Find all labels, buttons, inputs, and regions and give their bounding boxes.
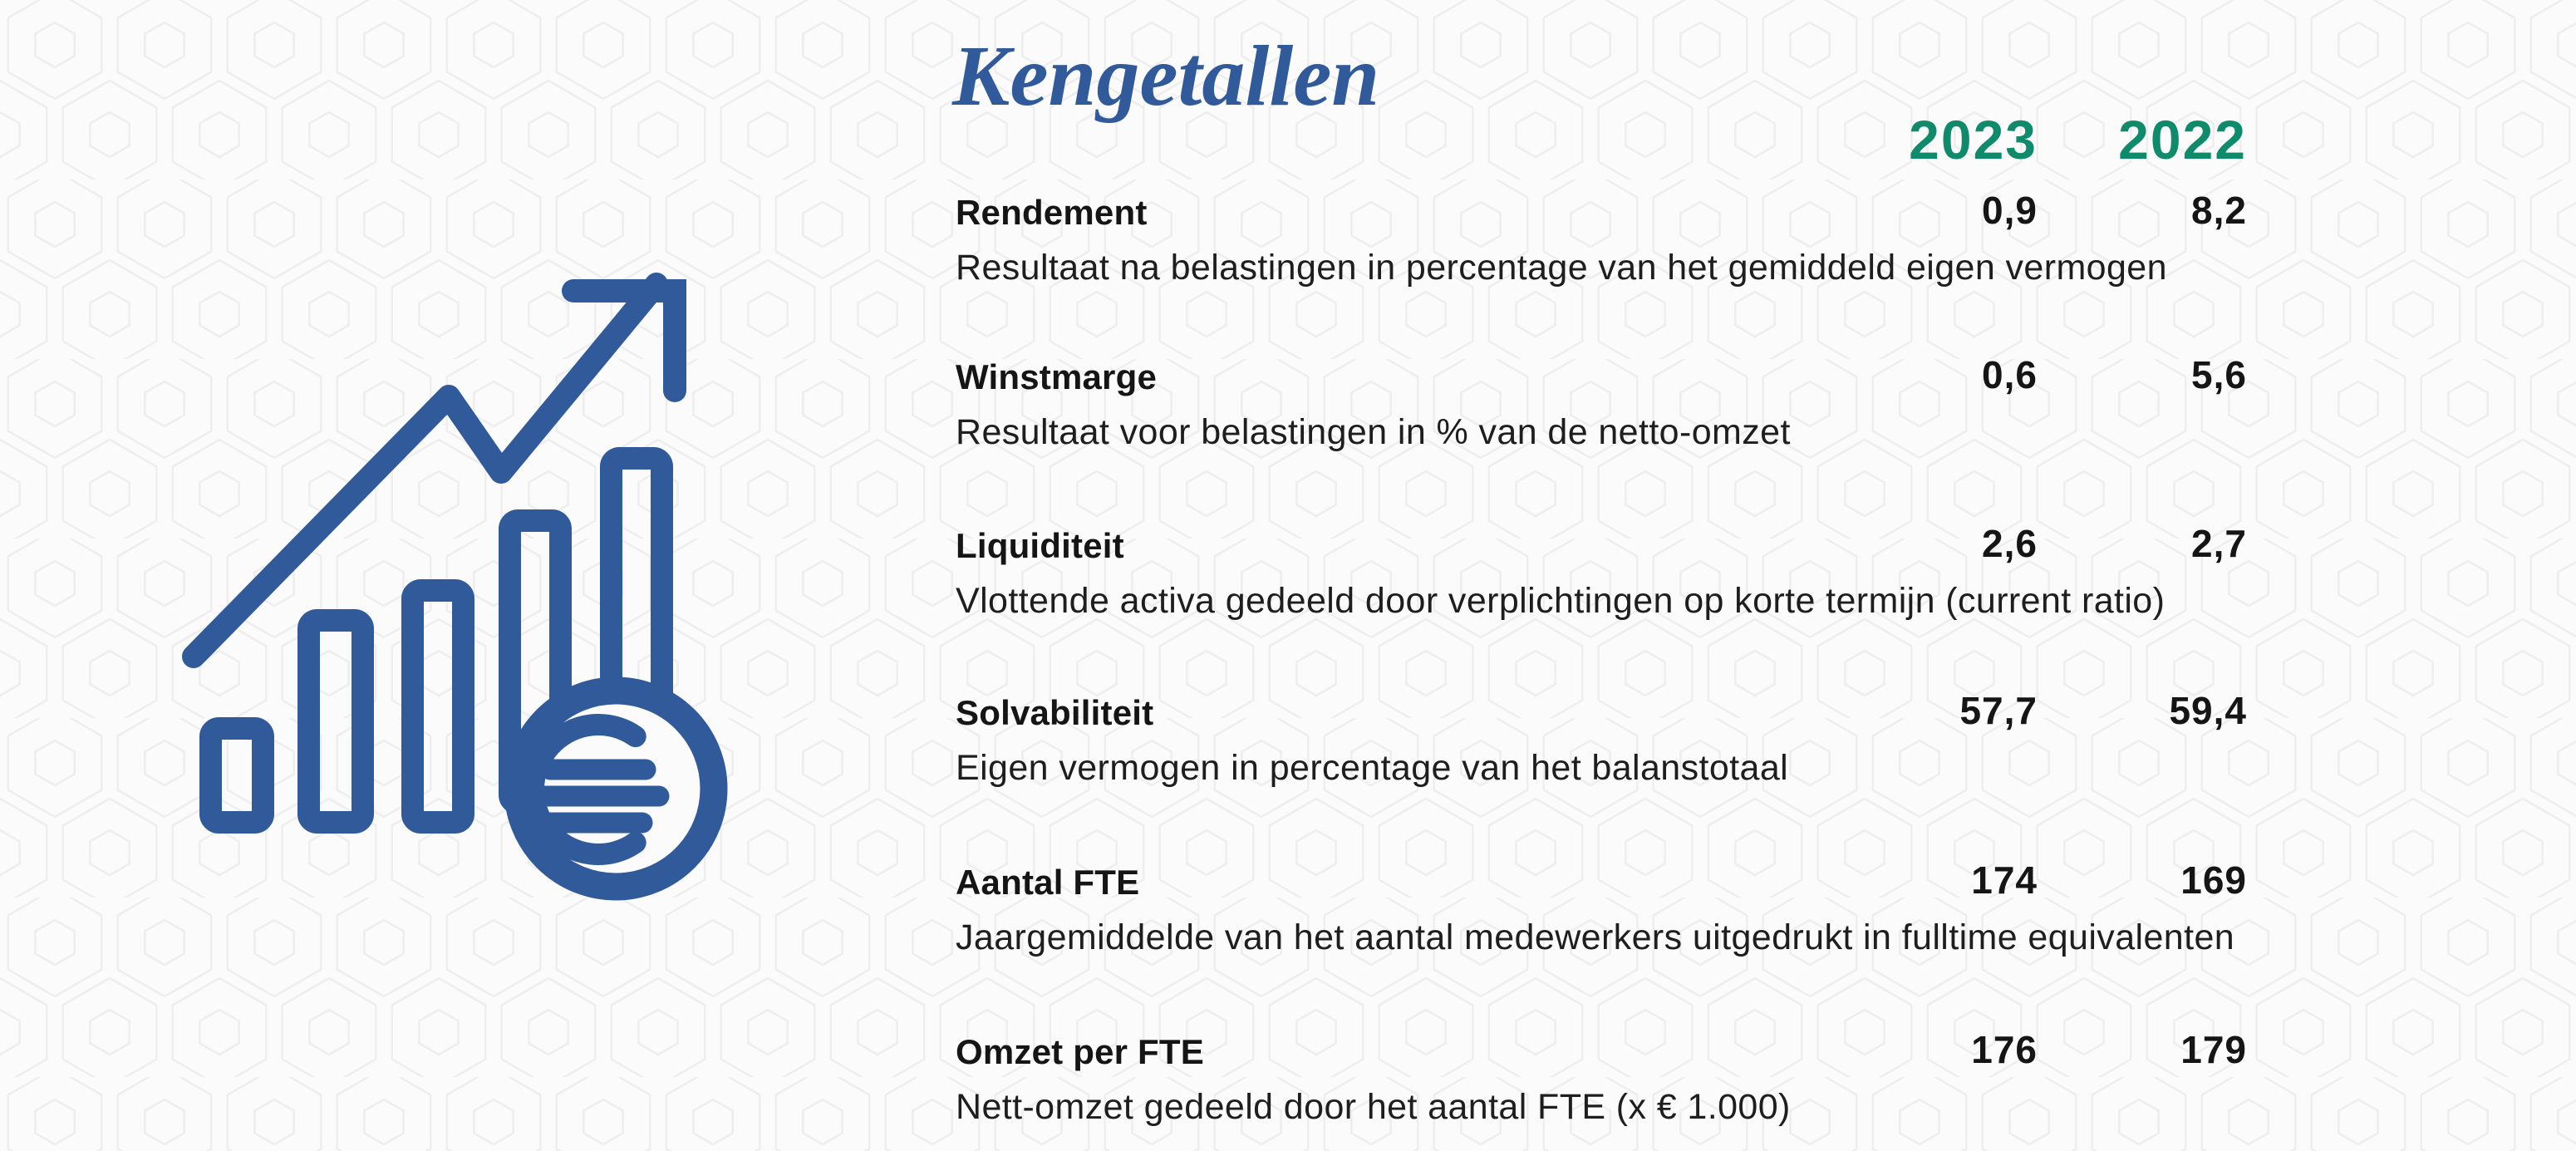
metric-value-2023: 0,9	[1982, 189, 2038, 232]
metric-description: Resultaat na belastingen in percentage van het gemiddeld eigen vermogen	[956, 248, 2167, 288]
metric-value-2022: 2,7	[2191, 522, 2247, 565]
metric-value-2023: 174	[1971, 858, 2038, 902]
metric-value-2023: 176	[1971, 1028, 2038, 1071]
metric-description: Resultaat voor belastingen in % van de netto-omzet	[956, 412, 1791, 452]
metric-value-2023: 0,6	[1982, 353, 2038, 396]
metric-value-2022: 179	[2180, 1028, 2247, 1071]
growth-chart-euro-icon	[166, 266, 748, 914]
column-header-2023: 2023	[1909, 109, 2038, 170]
metric-value-2023: 2,6	[1982, 522, 2038, 565]
metric-description: Nett-omzet gedeeld door het aantal FTE (x € 1.000)	[956, 1087, 1791, 1127]
metric-value-2022: 169	[2180, 858, 2247, 902]
metric-description: Eigen vermogen in percentage van het balanstotaal	[956, 748, 1789, 788]
metric-label-winstmarge: Winstmarge	[956, 357, 1158, 396]
metric-description: Vlottende activa gedeeld door verplichtingen op korte termijn (current ratio)	[956, 581, 2166, 621]
metric-label-solvabiliteit: Solvabiliteit	[956, 693, 1154, 732]
metric-value-2022: 5,6	[2191, 353, 2247, 396]
metric-value-2022: 8,2	[2191, 189, 2247, 232]
metric-description: Jaargemiddelde van het aantal medewerkers uitgedrukt in fulltime equivalenten	[956, 917, 2235, 957]
metric-label-aantal-fte: Aantal FTE	[956, 863, 1140, 902]
column-header-2022: 2022	[2118, 109, 2247, 170]
metric-value-2023: 57,7	[1959, 689, 2038, 732]
metric-label-rendement: Rendement	[956, 193, 1148, 232]
metric-label-liquiditeit: Liquiditeit	[956, 526, 1124, 565]
metric-value-2022: 59,4	[2169, 689, 2247, 732]
page-title: Kengetallen	[952, 28, 1380, 124]
metric-label-omzet-per-fte: Omzet per FTE	[956, 1032, 1204, 1071]
